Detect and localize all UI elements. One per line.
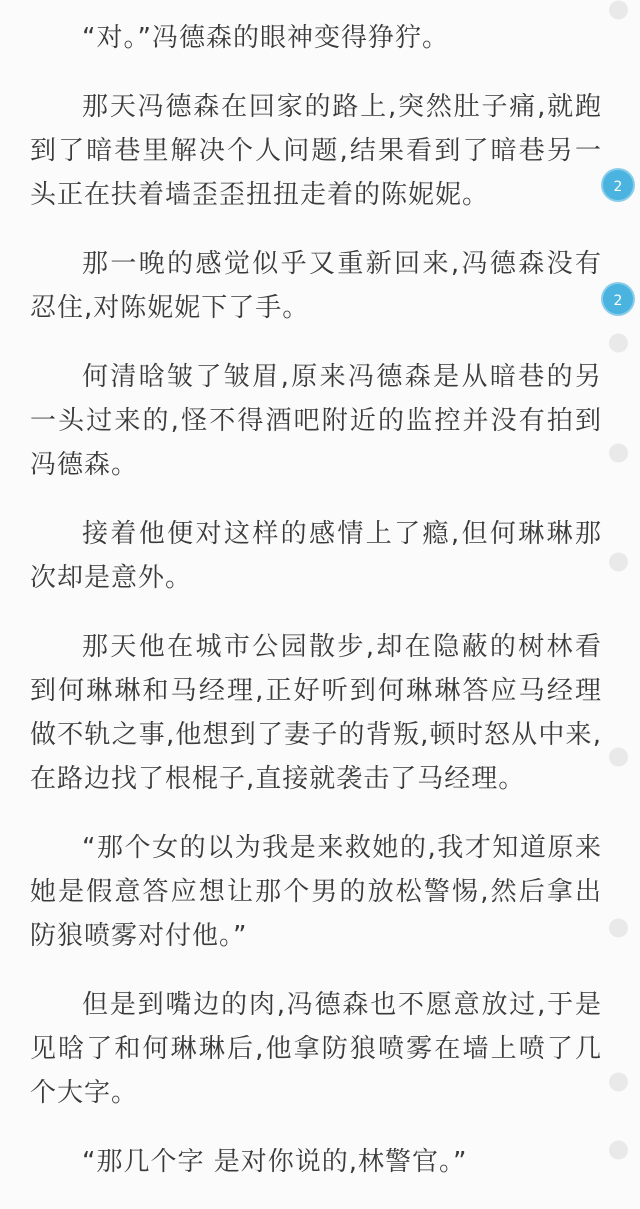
paragraph: 那天冯德森在回家的路上,突然肚子痛,就跑到了暗巷里解决个人问题,结果看到了暗巷另一头正在扶着墙歪歪扭扭走着的陈妮妮。 [30, 92, 602, 210]
paragraph: “那个女的以为我是来救她的,我才知道原来她是假意答应想让那个男的放松警惕,然后拿出防狼喷雾对付他。” [30, 833, 602, 951]
paragraph-comment-count-badge[interactable]: 2 [601, 282, 635, 316]
paragraph-comment-dot[interactable] [609, 334, 628, 353]
paragraph: “那几个字 是对你说的,林警官。” [82, 1147, 468, 1177]
paragraph-comment-dot[interactable] [609, 1, 628, 20]
paragraph-comment-dot[interactable] [609, 444, 628, 463]
paragraph-comment-dot[interactable] [609, 1073, 628, 1092]
paragraph-comment-dot[interactable] [609, 748, 628, 767]
paragraph: 接着他便对这样的感情上了瘾,但何琳琳那次却是意外。 [30, 519, 602, 593]
paragraph: 何清晗皱了皱眉,原来冯德森是从暗巷的另一头过来的,怪不得酒吧附近的监控并没有拍到冯德森。 [30, 362, 602, 480]
paragraph-comment-dot[interactable] [609, 1141, 628, 1160]
paragraph: 那天他在城市公园散步,却在隐蔽的树林看到何琳琳和马经理,正好听到何琳琳答应马经理做不轨之事,他想到了妻子的背叛,顿时怒从中来,在路边找了根棍子,直接就袭击了马经理。 [30, 632, 602, 794]
paragraph: “对。”冯德森的眼神变得狰狞。 [82, 23, 449, 53]
paragraph: 那一晚的感觉似乎又重新回来,冯德森没有忍住,对陈妮妮下了手。 [30, 249, 602, 323]
paragraph-comment-dot[interactable] [609, 919, 628, 938]
paragraph-comment-dot[interactable] [609, 553, 628, 572]
paragraph-comment-count-badge[interactable]: 2 [601, 168, 635, 202]
paragraph: 但是到嘴边的肉,冯德森也不愿意放过,于是见晗了和何琳琳后,他拿防狼喷雾在墙上喷了几个大字。 [30, 990, 602, 1108]
